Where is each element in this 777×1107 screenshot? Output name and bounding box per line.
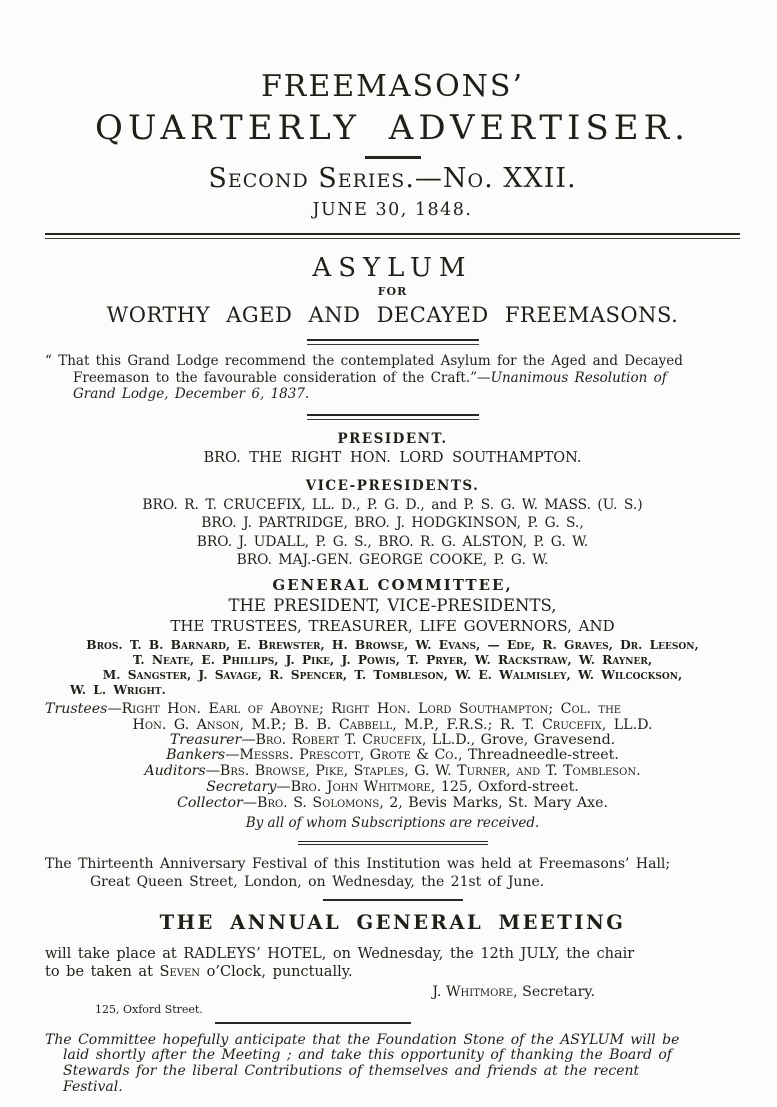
annual-meeting-line — [45, 963, 740, 982]
trustees-entry — [45, 701, 740, 733]
vice-president-line: BRO. MAJ.-GEN. GEORGE COOKE, P. G. W. — [236, 552, 549, 569]
festival-divider-rule — [323, 899, 463, 901]
general-committee-heading: GENERAL COMMITTEE, — [272, 575, 513, 594]
vice-president-line: BRO. J. UDALL, P. G. S., BRO. R. G. ALSTON, P. G. W. — [196, 533, 589, 550]
officer-address: Threadneedle-street. — [462, 747, 619, 764]
resolution-line: “ That this Grand Lodge recommend the contemplated Asylum for the Aged and Decayed — [45, 353, 683, 369]
officer-row-secretary — [45, 780, 740, 796]
resolution-bottom-rule — [307, 414, 479, 420]
officer-names: —Bro. S. Solomons, — [242, 794, 384, 811]
subscriptions-note: By all of whom Subscriptions are received. — [245, 814, 540, 831]
vice-presidents-heading: VICE-PRESIDENTS. — [305, 477, 480, 494]
officer-label: Bankers — [166, 747, 226, 764]
officer-address: 2, Bevis Marks, St. Mary Axe. — [383, 794, 609, 811]
vice-president-line: BRO. J. PARTRIDGE, BRO. J. HODGKINSON, P. G. S., — [201, 515, 584, 532]
masthead — [45, 70, 740, 220]
institution-subtitle: WORTHY AGED AND DECAYED FREEMASONS. — [106, 303, 679, 327]
general-committee-line: THE TRUSTEES, TREASURER, LIFE GOVERNORS, AND — [170, 616, 615, 635]
officer-row-collector — [45, 796, 740, 812]
officer-row-treasurer — [45, 733, 740, 749]
secretary-address: 125, Oxford Street. — [95, 1002, 203, 1016]
officer-names: —Messrs. Prescott, Grote & Co., — [225, 747, 463, 764]
trustees-names: —Right Hon. Earl of Aboyne; Right Hon. Lord Southampton; Col. the — [107, 700, 622, 717]
officer-names: —Bro. Robert T. Crucefix, LL.D., — [241, 731, 476, 748]
general-committee-line: THE PRESIDENT, VICE-PRESIDENTS, — [228, 595, 557, 615]
officers-section — [45, 431, 740, 831]
trustees-line — [45, 701, 740, 717]
annual-meeting-paragraph — [45, 945, 740, 982]
trustees-line: Hon. G. Anson, M.P.; B. B. Cabbell, M.P., F.R.S.; R. T. Crucefix, LL.D. — [132, 716, 653, 733]
masthead-ornament-rule — [365, 156, 421, 159]
president-name: BRO. THE RIGHT HON. LORD SOUTHAMPTON. — [203, 449, 582, 466]
officer-label: Treasurer — [169, 731, 242, 748]
annual-meeting-heading: THE ANNUAL GENERAL MEETING — [159, 910, 626, 934]
annual-meeting-section — [45, 911, 740, 1016]
vice-president-line: BRO. R. T. CRUCEFIX, LL. D., P. G. D., and P. S. G. W. MASS. (U. S.) — [142, 496, 643, 513]
resolution-quote — [45, 353, 740, 403]
secretary-signature — [45, 984, 740, 1001]
officer-label: Secretary — [206, 779, 277, 796]
institution-title-for: FOR — [377, 285, 408, 298]
meeting-text: o’Clock, punctually. — [200, 964, 353, 981]
officer-names: —Bro. John Whitmore, — [276, 779, 436, 796]
committee-members-line: M. Sangster, J. Savage, R. Spencer, T. Tombleson, W. E. Walmisley, W. Wilcockson, — [102, 668, 683, 683]
resolution-top-rule — [307, 339, 479, 345]
resolution-attribution: Unanimous Resolution of — [490, 369, 667, 386]
officer-label: Collector — [176, 794, 243, 811]
journal-title-line2: QUARTERLY ADVERTISER. — [94, 108, 690, 148]
resolution-line — [45, 370, 740, 387]
officer-row-bankers — [45, 748, 740, 764]
meeting-divider-rule — [215, 1022, 411, 1024]
officer-row-auditors — [45, 764, 740, 780]
masthead-divider-rule — [45, 233, 740, 239]
resolution-text: Freemason to the favourable consideration of the Craft.”— — [73, 369, 491, 386]
committee-note-line: Stewards for the liberal Contributions of themselves and friends at the recent — [63, 1063, 640, 1080]
committee-members-line: T. Neate, E. Phillips, J. Pike, J. Powis, T. Pryer, W. Rackstraw, W. Rayner, — [132, 653, 653, 668]
institution-heading — [45, 254, 740, 328]
secretary-name: J. Whitmore, — [432, 983, 518, 1000]
committee-note — [45, 1033, 740, 1096]
journal-title-line1: FREEMASONS’ — [260, 69, 525, 104]
festival-notice — [45, 855, 740, 891]
committee-note-line: Festival. — [63, 1079, 123, 1096]
committee-note-line: laid shortly after the Meeting ; and take this opportunity of thanking the Board of — [63, 1047, 672, 1064]
series-number-line: Second Series.—No. XXII. — [208, 163, 577, 194]
officer-address: 125, Oxford-street. — [435, 779, 579, 796]
committee-note-line: The Committee hopefully anticipate that the Foundation Stone of the ASYLUM will be — [45, 1031, 680, 1048]
trustees-label: Trustees — [45, 700, 108, 717]
resolution-attribution-line: Grand Lodge, December 6, 1837. — [73, 386, 310, 402]
annual-meeting-line: will take place at RADLEYS’ HOTEL, on Wednesday, the 12th JULY, the chair — [45, 945, 635, 962]
committee-members-line: Bros. T. B. Barnard, E. Brewster, H. Browse, W. Evans, — Ede, R. Graves, Dr. Leeson, — [86, 637, 699, 652]
officer-label: Auditors — [144, 763, 206, 780]
committee-members-line: W. L. Wright. — [70, 683, 166, 698]
officer-names: —Brs. Browse, Pike, Staples, G. W. Turner, and T. Tombleson. — [205, 763, 641, 780]
president-heading: PRESIDENT. — [337, 430, 448, 447]
meeting-time: Seven — [159, 964, 201, 981]
festival-line: Great Queen Street, London, on Wednesday, the 21st of June. — [90, 873, 545, 890]
secretary-title: Secretary. — [522, 983, 595, 1000]
vice-presidents-list — [45, 496, 740, 570]
officers-roll — [45, 733, 740, 812]
officer-address: Grove, Gravesend. — [475, 731, 616, 748]
festival-line: The Thirteenth Anniversary Festival of this Institution was held at Freemasons’ Hall; — [45, 855, 671, 872]
issue-date: JUNE 30, 1848. — [312, 200, 473, 220]
institution-title: ASYLUM — [312, 253, 473, 283]
meeting-text: to be taken at — [45, 964, 160, 981]
section-divider-rule — [298, 841, 488, 845]
committee-members-list — [45, 638, 740, 699]
